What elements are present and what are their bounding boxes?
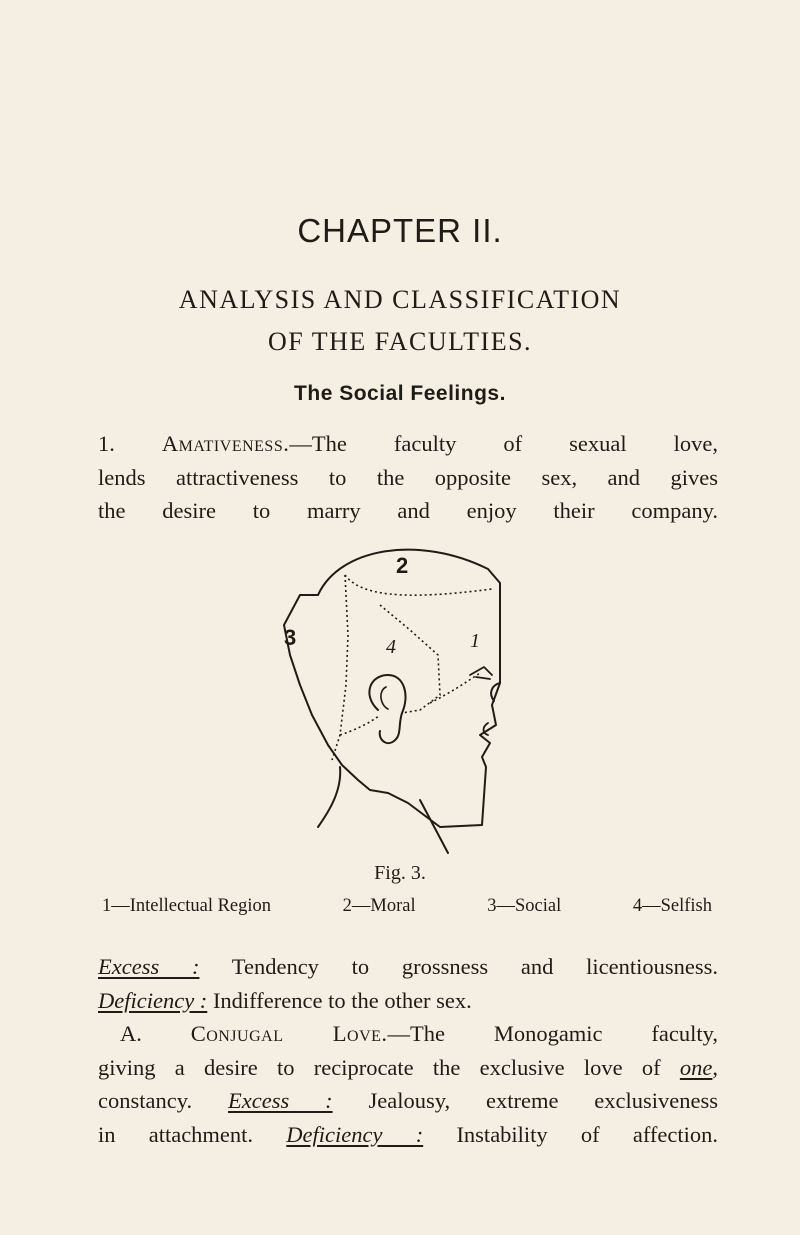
division-lower [340, 715, 380, 735]
division-diagonal [380, 605, 440, 713]
conjugal-text4: in attachment. [98, 1121, 254, 1147]
legend-item-social: 3—Social [487, 896, 562, 916]
region-label-4: 4 [386, 636, 396, 658]
phrenology-head-figure [270, 535, 540, 860]
figure-legend [102, 896, 712, 917]
deficiency-line [98, 984, 718, 1018]
amativeness-paragraph [98, 427, 718, 528]
amativeness-number: 1. [98, 431, 115, 456]
conjugal-emphasis: one [679, 1054, 713, 1080]
excess-label: Excess : [98, 954, 200, 979]
mouth-mark [484, 723, 489, 735]
amativeness-text1: —The faculty of sexual love, [289, 431, 718, 456]
deficiency-label: Deficiency : [98, 987, 208, 1013]
conjugal-text3-end: Jealousy, extreme exclusiveness [368, 1088, 719, 1113]
conjugal-excess-label: Excess : [228, 1088, 333, 1113]
conjugal-text1: —The Monogamic faculty, [387, 1021, 718, 1046]
chapter-title-line2: OF THE FACULTIES. [267, 327, 533, 356]
conjugal-text3: constancy. [98, 1088, 193, 1113]
legend-item-selfish: 4—Selfish [632, 896, 712, 916]
conjugal-letter: A. [120, 1021, 142, 1046]
conjugal-line4 [98, 1118, 718, 1152]
section-subheading: The Social Feelings. [294, 382, 506, 405]
conjugal-text4-end: Instability of affection. [456, 1121, 719, 1147]
region-label-3: 3 [284, 625, 297, 650]
conjugal-deficiency-label: Deficiency : [286, 1121, 424, 1147]
division-top [345, 575, 492, 595]
legend-item-moral: 2—Moral [342, 896, 416, 916]
figure-caption: Fig. 3. [374, 862, 426, 884]
conjugal-term: Conjugal Love. [190, 1021, 388, 1046]
region-label-1: 1 [470, 630, 480, 652]
amativeness-line1 [98, 427, 718, 461]
legend-item-intellectual: 1—Intellectual Region [102, 896, 272, 916]
amativeness-term: Amativeness. [161, 431, 290, 456]
excess-line [98, 950, 718, 984]
neck-line [318, 767, 340, 827]
division-forward [430, 673, 480, 703]
chapter-heading: CHAPTER II. [297, 212, 503, 249]
deficiency-text: Indifference to the other sex. [212, 987, 472, 1013]
skull-outline [284, 550, 500, 827]
conjugal-text2: giving a desire to reciprocate the exclusive love of [98, 1054, 661, 1080]
chapter-title-line1: ANALYSIS AND CLASSIFICATION [178, 285, 622, 314]
excess-text: Tendency to grossness and licentiousness. [231, 954, 718, 979]
conjugal-line2 [98, 1051, 718, 1085]
conjugal-line1 [98, 1017, 718, 1051]
amativeness-line2: lends attractiveness to the opposite sex, and gives [98, 464, 718, 490]
conjugal-text2-end: , [712, 1054, 719, 1080]
conjugal-line3 [98, 1084, 718, 1118]
amativeness-line3: the desire to marry and enjoy their company. [98, 498, 718, 523]
excess-conjugal-paragraph [98, 950, 718, 1151]
region-label-2: 2 [396, 553, 409, 578]
